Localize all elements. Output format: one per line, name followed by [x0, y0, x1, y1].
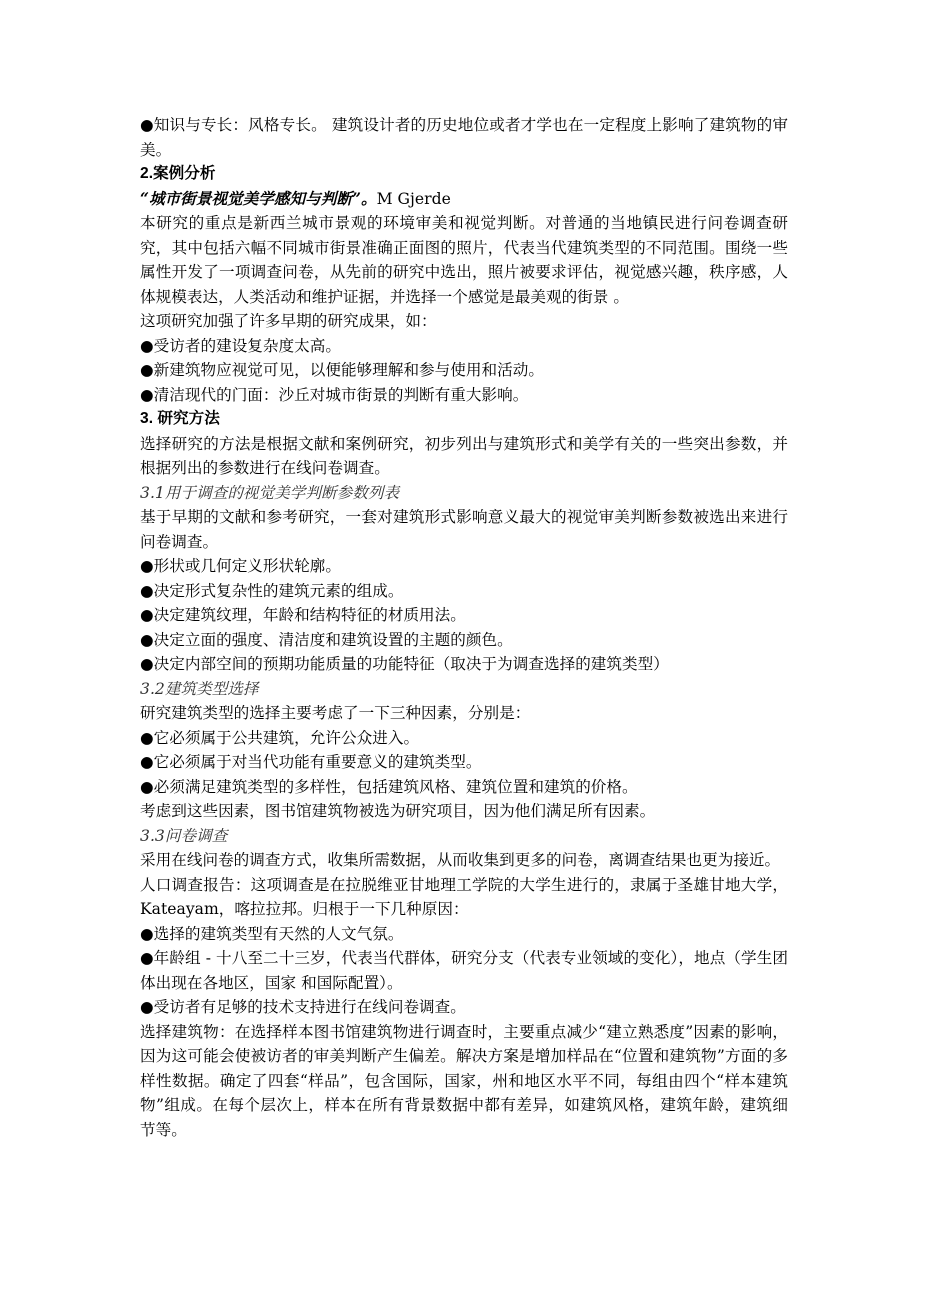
heading-research-method: 3. 研究方法 — [140, 410, 220, 427]
bullet-material: ●决定建筑纹理，年龄和结构特征的材质用法。 — [140, 606, 466, 624]
bullet-atmosphere: ●选择的建筑类型有天然的人文气氛。 — [140, 924, 404, 943]
paragraph-study-focus: 本研究的重点是新西兰城市景观的环境审美和视觉判断。对普通的当地镇民进行问卷调查研究，其中包括六幅不同城市街景准确正面图的照片，代表当代建筑类型的不同范围。围绕一些属性开发了一项调查问卷，从先前的研究中选出，照片被要求评估，视觉感兴趣，秩序感，人体规模表达，人类活动和维护证据，并选择一个感觉是最美观的街景 。 — [140, 214, 788, 306]
paragraph-study-results-intro: 这项研究加强了许多早期的研究成果，如： — [140, 312, 437, 330]
bullet-contemporary: ●它必须属于对当代功能有重要意义的建筑类型。 — [140, 753, 482, 771]
paragraph-online-survey: 采用在线问卷的调查方式，收集所需数据，从而收集到更多的问卷，离调查结果也更为接近。 — [140, 851, 781, 869]
document-page — [140, 113, 788, 1142]
paragraph-demographics: 人口调查报告：这项调查是在拉脱维亚甘地理工学院的大学生进行的，隶属于圣雄甘地大学，Kateayam，喀拉拉邦。归根于一下几种原因： — [140, 875, 788, 918]
paragraph-knowledge-expertise: ●知识与专长：风格专长。 建筑设计者的历史地位或者才学也在一定程度上影响了建筑物的审美。 — [140, 116, 788, 159]
bullet-complexity: ●受访者的建设复杂度太高。 — [140, 336, 341, 355]
bullet-shape: ●形状或几何定义形状轮廓。 — [140, 557, 341, 575]
subheading-3-1: 3.1用于调查的视觉美学判断参数列表 — [140, 483, 400, 502]
bullet-color: ●决定立面的强度、清洁度和建筑设置的主题的颜色。 — [140, 630, 513, 649]
paragraph-method: 选择研究的方法是根据文献和案例研究，初步列出与建筑形式和美学有关的一些突出参数，并根据列出的参数进行在线问卷调查。 — [140, 434, 788, 477]
bullet-age-group: ●年龄组 - 十八至二十三岁，代表当代群体，研究分支（代表专业领域的变化），地点（学生团体出现在各地区，国家 和国际配置）。 — [140, 949, 788, 992]
bullet-public: ●它必须属于公共建筑，允许公众进入。 — [140, 728, 420, 747]
heading-case-analysis: 2.案例分析 — [140, 165, 216, 182]
quote-line — [140, 187, 788, 212]
bullet-facade: ●清洁现代的门面：沙丘对城市街景的判断有重大影响。 — [140, 385, 529, 404]
bullet-diversity: ●必须满足建筑类型的多样性，包括建筑风格、建筑位置和建筑的价格。 — [140, 777, 638, 796]
paragraph-library-choice: 考虑到这些因素，图书馆建筑物被选为研究项目，因为他们满足所有因素。 — [140, 802, 656, 820]
bullet-function: ●决定内部空间的预期功能质量的功能特征（取决于为调查选择的建筑类型） — [140, 655, 669, 673]
quote-author: M Gjerde — [376, 189, 451, 208]
bullet-tech-support: ●受访者有足够的技术支持进行在线问卷调查。 — [140, 998, 466, 1016]
subheading-3-2: 3.2建筑类型选择 — [140, 679, 259, 698]
paragraph-parameters: 基于早期的文献和参考研究，一套对建筑形式影响意义最大的视觉审美判断参数被选出来进行问卷调查。 — [140, 508, 788, 551]
bullet-visibility: ●新建筑物应视觉可见，以便能够理解和参与使用和活动。 — [140, 361, 544, 379]
paragraph-type-selection: 研究建筑类型的选择主要考虑了一下三种因素，分别是： — [140, 704, 531, 722]
paragraph-building-selection: 选择建筑物：在选择样本图书馆建筑物进行调查时，主要重点减少“建立熟悉度”因素的影响，因为这可能会使被访者的审美判断产生偏差。解决方案是增加样品在“位置和建筑物”方面的多样性数据。确定了四套“样品”，包含国际，国家，州和地区水平不同，每组由四个“样本建筑物”组成。在每个层次上，样本在所有背景数据中都有差异，如建筑风格，建筑年龄，建筑细节等。 — [140, 1022, 788, 1139]
subheading-3-3: 3.3问卷调查 — [140, 826, 228, 845]
quote-title: “城市街景视觉美学感知与判断”。 — [140, 188, 377, 208]
bullet-composition: ●决定形式复杂性的建筑元素的组成。 — [140, 581, 404, 600]
